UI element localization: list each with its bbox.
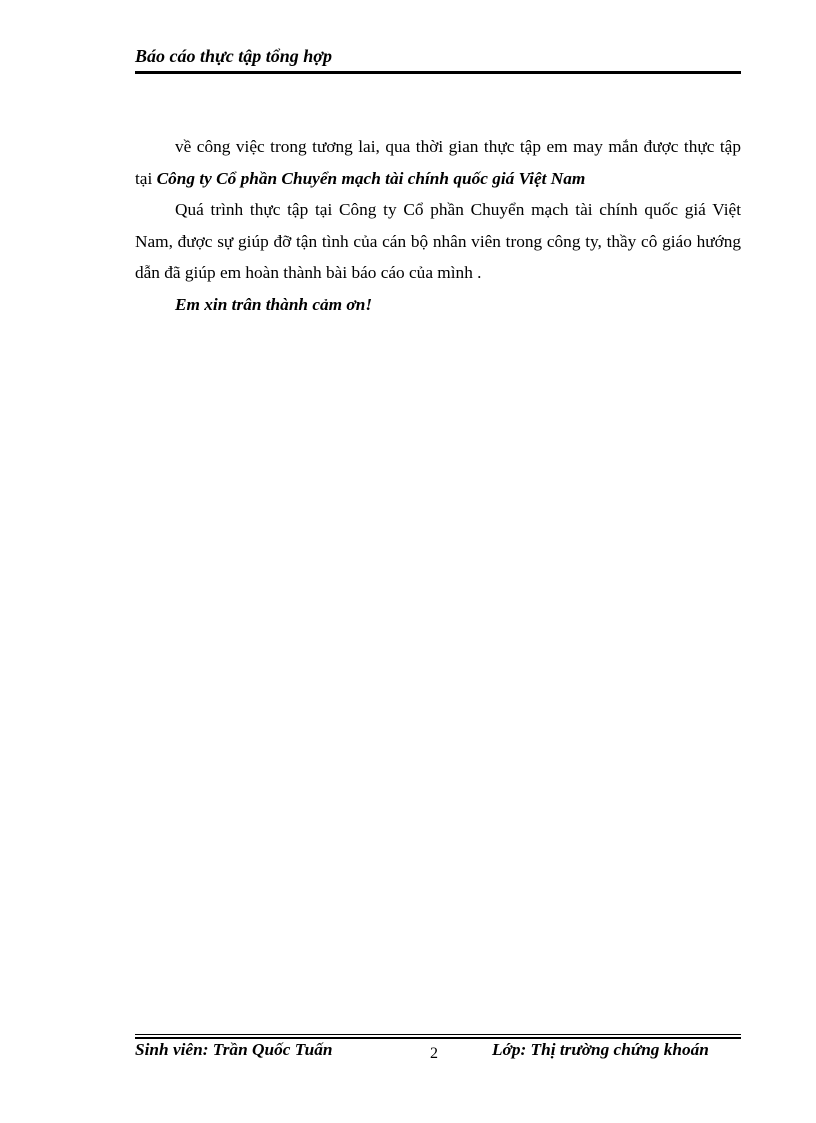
footer-student: Sinh viên: Trần Quốc Tuấn [135, 1040, 333, 1059]
paragraph-1-text: về công việc trong tương lai, qua thời gian thực tập em may mắn được thực tập tại [135, 137, 741, 188]
paragraph-2: Quá trình thực tập tại Công ty Cổ phần Chuyển mạch tài chính quốc giá Việt Nam, được sự giúp đỡ tận tình của cán bộ nhân viên trong công ty, thầy cô giáo hướng dẫn đã giúp em hoàn thành bài báo cáo của mình . [135, 200, 741, 282]
paragraph-1 [135, 131, 741, 194]
header-title: Báo cáo thực tập tổng hợp [135, 46, 332, 66]
page-number: 2 [430, 1045, 438, 1062]
closing-thanks: Em xin trân thành cảm ơn! [175, 294, 373, 314]
header-rule [135, 71, 741, 74]
footer-rule-thick [135, 1037, 741, 1039]
body-text [135, 131, 741, 320]
footer-class: Lớp: Thị trường chứng khoán [492, 1040, 709, 1059]
footer-rule-thin [135, 1034, 741, 1035]
company-name: Công ty Cổ phần Chuyển mạch tài chính quốc giá Việt Nam [156, 168, 586, 188]
